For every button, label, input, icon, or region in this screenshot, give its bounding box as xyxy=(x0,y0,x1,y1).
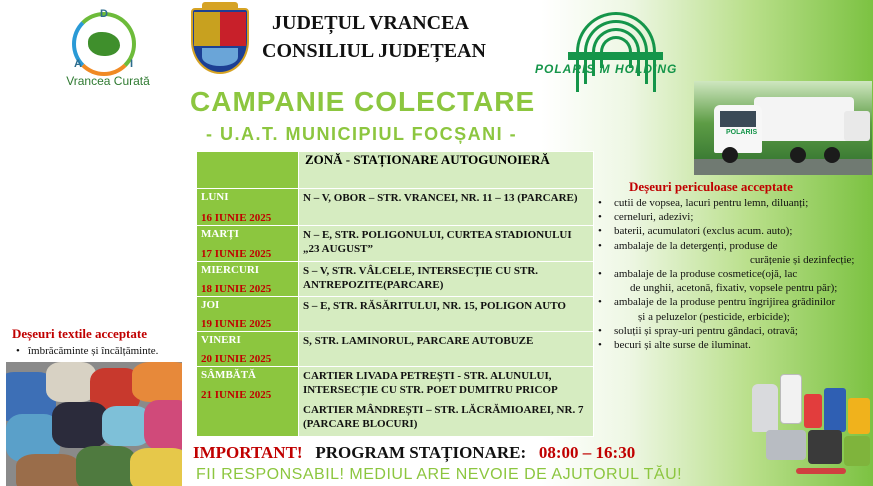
location-text: CARTIER LIVADA PETREȘTI - STR. ALUNULUI, INTERSECȚIE CU STR. POET DUMITRU PRICOP xyxy=(303,370,558,396)
table-header-corner xyxy=(197,152,299,189)
hazardous-products-image xyxy=(736,364,873,486)
campaign-title: CAMPANIE COLECTARE xyxy=(190,86,536,117)
day-name: VINERI xyxy=(201,334,241,346)
day-cell xyxy=(197,262,299,297)
truck-badge: POLARIS xyxy=(726,129,758,136)
day-cell xyxy=(197,367,299,437)
location-text: N – E, STR. POLIGONULUI, CURTEA STADIONULUI „23 AUGUST” xyxy=(303,229,572,255)
location-cell xyxy=(299,332,594,367)
location-text: CARTIER MÂNDREȘTI – STR. LĂCRĂMIOAREI, NR. 7 (PARCARE BLOCURI) xyxy=(303,404,584,430)
important-label: IMPORTANT! xyxy=(193,443,303,462)
polaris-logo-icon xyxy=(568,8,663,60)
day-name: MARȚI xyxy=(201,228,239,240)
program-hours: 08:00 – 16:30 xyxy=(538,443,636,462)
list-item: • ambalaje de la produse pentru îngrijirea grădinilor xyxy=(598,295,873,309)
county-map-icon xyxy=(88,32,120,56)
day-cell xyxy=(197,332,299,367)
day-name: JOI xyxy=(201,299,220,311)
clothes-pile-image xyxy=(6,362,182,486)
list-item-continuation: și a peluzelor (pesticide, erbicide); xyxy=(638,310,790,323)
day-cell xyxy=(197,226,299,262)
location-text: S – V, STR. VÂLCELE, INTERSECȚIE CU STR. ANTREPOZITE(PARCARE) xyxy=(303,265,539,291)
day-date: 21 IUNIE 2025 xyxy=(201,389,272,401)
list-item: • baterii, acumulatori (exclus acum. auto); xyxy=(598,224,873,238)
table-row xyxy=(197,262,594,297)
coat-of-arms-icon xyxy=(188,2,254,78)
table-header-zone: ZONĂ - STAȚIONARE AUTOGUNOIERĂ xyxy=(299,152,594,189)
campaign-subtitle: - U.A.T. MUNICIPIUL FOCȘANI - xyxy=(206,124,518,144)
list-item: • cerneluri, adezivi; xyxy=(598,210,873,224)
garbage-truck-image xyxy=(694,81,872,175)
important-banner xyxy=(193,443,635,463)
list-item-continuation: curățenie și dezinfecție; xyxy=(750,253,855,266)
footer-slogan: FII RESPONSABIL! MEDIUL ARE NEVOIE DE AJUTORUL TĂU! xyxy=(196,466,683,483)
logo-letter-i: I xyxy=(130,58,134,70)
table-row xyxy=(197,367,594,437)
schedule-table xyxy=(196,151,594,437)
table-header-row xyxy=(197,152,594,189)
list-item-continuation: de unghii, acetonă, fixativ, vopsele pentru păr); xyxy=(630,282,838,295)
county-council: CONSILIUL JUDEȚEAN xyxy=(262,40,486,62)
day-cell xyxy=(197,189,299,226)
list-item: • becuri și alte surse de iluminat. xyxy=(598,338,873,352)
logo-letter-d: D xyxy=(100,8,108,20)
location-cell xyxy=(299,262,594,297)
location-cell xyxy=(299,367,594,437)
county-name: JUDEȚUL VRANCEA xyxy=(272,12,469,34)
vrancea-curata-logo xyxy=(58,8,158,90)
hazardous-title: Deșeuri periculoase acceptate xyxy=(629,179,793,194)
day-date: 20 IUNIE 2025 xyxy=(201,353,272,365)
location-text: N – V, OBOR – STR. VRANCEI, NR. 11 – 13 (PARCARE) xyxy=(303,192,578,204)
day-date: 18 IUNIE 2025 xyxy=(201,283,272,295)
list-item: • ambalaje de la detergenți, produse de xyxy=(598,239,873,253)
vrancea-curata-caption: Vrancea Curată xyxy=(66,74,150,88)
textile-title: Deșeuri textile acceptate xyxy=(12,326,147,341)
location-cell xyxy=(299,189,594,226)
list-item: • ambalaje de la produse cosmetice(ojă, lac xyxy=(598,267,873,281)
day-cell xyxy=(197,297,299,332)
location-cell xyxy=(299,297,594,332)
textile-item: • îmbrăcăminte și încălțăminte. xyxy=(28,345,158,357)
day-name: LUNI xyxy=(201,191,229,203)
list-item: • cutii de vopsea, lacuri pentru lemn, diluanți; xyxy=(598,196,873,210)
day-name: MIERCURI xyxy=(201,264,260,276)
hazardous-list xyxy=(598,196,873,352)
day-date: 16 IUNIE 2025 xyxy=(201,212,272,224)
table-row xyxy=(197,226,594,262)
program-label: PROGRAM STAȚIONARE: xyxy=(315,443,527,462)
polaris-logo-text: POLARIS M HOLDING xyxy=(535,62,678,76)
day-name: SÂMBĂTĂ xyxy=(201,369,257,381)
table-row xyxy=(197,189,594,226)
day-date: 19 IUNIE 2025 xyxy=(201,318,272,330)
location-text: S, STR. LAMINORUL, PARCARE AUTOBUZE xyxy=(303,335,534,347)
table-row xyxy=(197,297,594,332)
list-item: • soluții și spray-uri pentru gândaci, otravă; xyxy=(598,324,873,338)
location-cell xyxy=(299,226,594,262)
day-date: 17 IUNIE 2025 xyxy=(201,248,272,260)
table-row xyxy=(197,332,594,367)
location-text: S – E, STR. RĂSĂRITULUI, NR. 15, POLIGON AUTO xyxy=(303,300,566,312)
logo-letter-a: A xyxy=(74,58,82,70)
